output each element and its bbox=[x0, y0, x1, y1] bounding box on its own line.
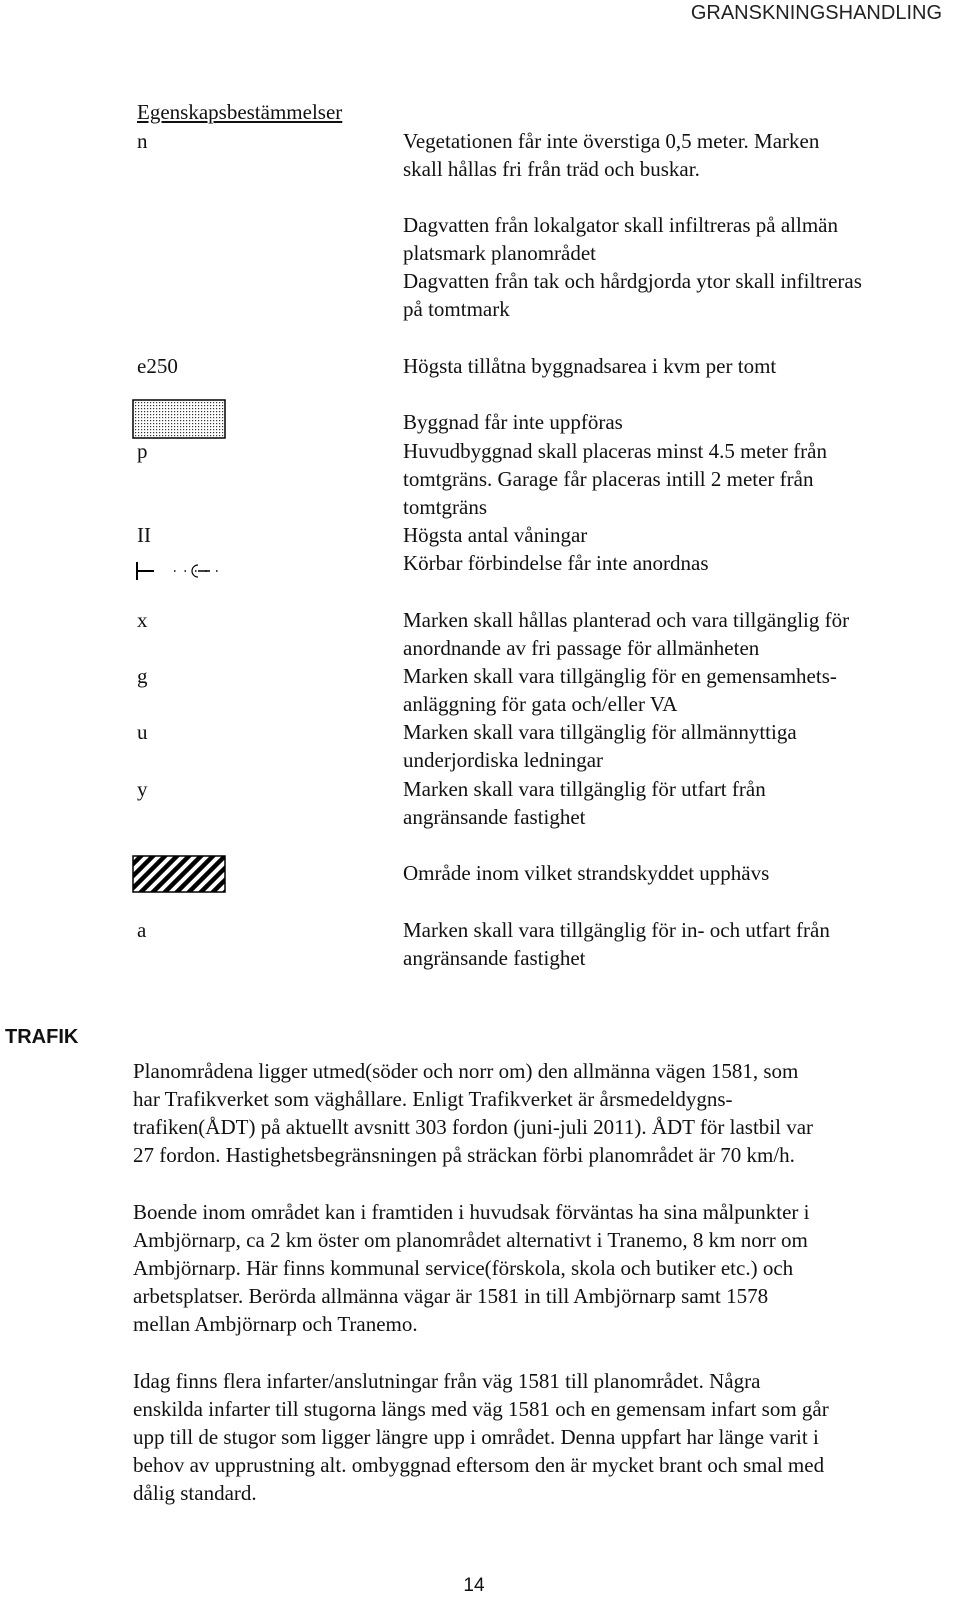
desc-floors: Högsta antal våningar bbox=[403, 523, 588, 547]
code-u: u bbox=[137, 720, 148, 744]
code-g: g bbox=[137, 664, 148, 688]
code-n: n bbox=[137, 129, 148, 153]
desc-exit-access: Marken skall vara tillgänglig för utfart från angränsande fastighet bbox=[403, 777, 766, 829]
code-II: II bbox=[137, 523, 151, 547]
dotted-pattern-swatch-icon bbox=[132, 399, 226, 439]
code-a: a bbox=[137, 918, 147, 942]
desc-shore-protection: Område inom vilket strandskyddet upphävs bbox=[403, 861, 770, 885]
desc-joint-facility: Marken skall vara tillgänglig för en gemensamhets- anläggning för gata och/eller VA bbox=[403, 664, 837, 716]
desc-in-out-access: Marken skall vara tillgänglig för in- och utfart från angränsande fastighet bbox=[403, 918, 830, 970]
desc-underground-lines: Marken skall vara tillgänglig för allmännyttiga underjordiska ledningar bbox=[403, 720, 797, 772]
desc-stormwater: Dagvatten från lokalgator skall infiltreras på allmän platsmark planområdet Dagvatten från tak och hårdgjorda ytor skall infiltreras på tomtmark bbox=[403, 213, 862, 321]
desc-public-passage: Marken skall hållas planterad och vara tillgänglig för anordnande av fri passage för allmänheten bbox=[403, 608, 850, 660]
no-connection-line-symbol-icon bbox=[134, 559, 224, 583]
code-p: p bbox=[137, 439, 148, 463]
desc-no-vehicle-connection: Körbar förbindelse får inte anordnas bbox=[403, 551, 709, 575]
page-number: 14 bbox=[463, 1575, 485, 1596]
document-status-label: GRANSKNINGSHANDLING bbox=[690, 2, 942, 24]
desc-no-building: Byggnad får inte uppföras bbox=[403, 410, 623, 434]
code-e250: e250 bbox=[137, 354, 178, 378]
code-y: y bbox=[137, 777, 148, 801]
code-x: x bbox=[137, 608, 148, 632]
hatched-pattern-swatch-icon bbox=[132, 855, 226, 893]
section-title: Egenskapsbestämmelser bbox=[137, 100, 343, 124]
traffic-paragraph-3: Idag finns flera infarter/anslutningar från väg 1581 till planområdet. Några enskilda infarter till stugorna längs med väg 1581 och en gemensam infart som går upp till de stugor som ligger längre upp i området. Denna uppfart har länge varit i behov av upprustning alt. ombyggnad eftersom den är mycket brant och smal med dålig standard. bbox=[133, 1369, 829, 1505]
desc-vegetation: Vegetationen får inte överstiga 0,5 meter. Marken skall hållas fri från träd och buskar. bbox=[403, 129, 820, 181]
desc-building-area: Högsta tillåtna byggnadsarea i kvm per tomt bbox=[403, 354, 777, 378]
traffic-paragraph-2: Boende inom området kan i framtiden i huvudsak förväntas ha sina målpunkter i Ambjörnarp, ca 2 km öster om planområdet alternativt i Tranemo, 8 km norr om Ambjörnarp. Här finns kommunal service(förskola, skola och butiker etc.) och arbetsplatser. Berörda allmänna vägar är 1581 in till Ambjörnarp samt 1578 mellan Ambjörnarp och Tranemo. bbox=[133, 1200, 810, 1336]
desc-placement: Huvudbyggnad skall placeras minst 4.5 meter från tomtgräns. Garage får placeras intill 2 meter från tomtgräns bbox=[403, 439, 827, 519]
traffic-paragraph-1: Planområdena ligger utmed(söder och norr om) den allmänna vägen 1581, som har Trafikverket som väghållare. Enligt Trafikverket är årsmedeldygns- trafiken(ÅDT) på aktuellt avsnitt 303 fordon (juni-juli 2011). ÅDT för lastbil var 27 fordon. Hastighetsbegränsningen på sträckan förbi planområdet är 70 km/h. bbox=[133, 1059, 814, 1167]
traffic-heading: TRAFIK bbox=[5, 1026, 79, 1048]
